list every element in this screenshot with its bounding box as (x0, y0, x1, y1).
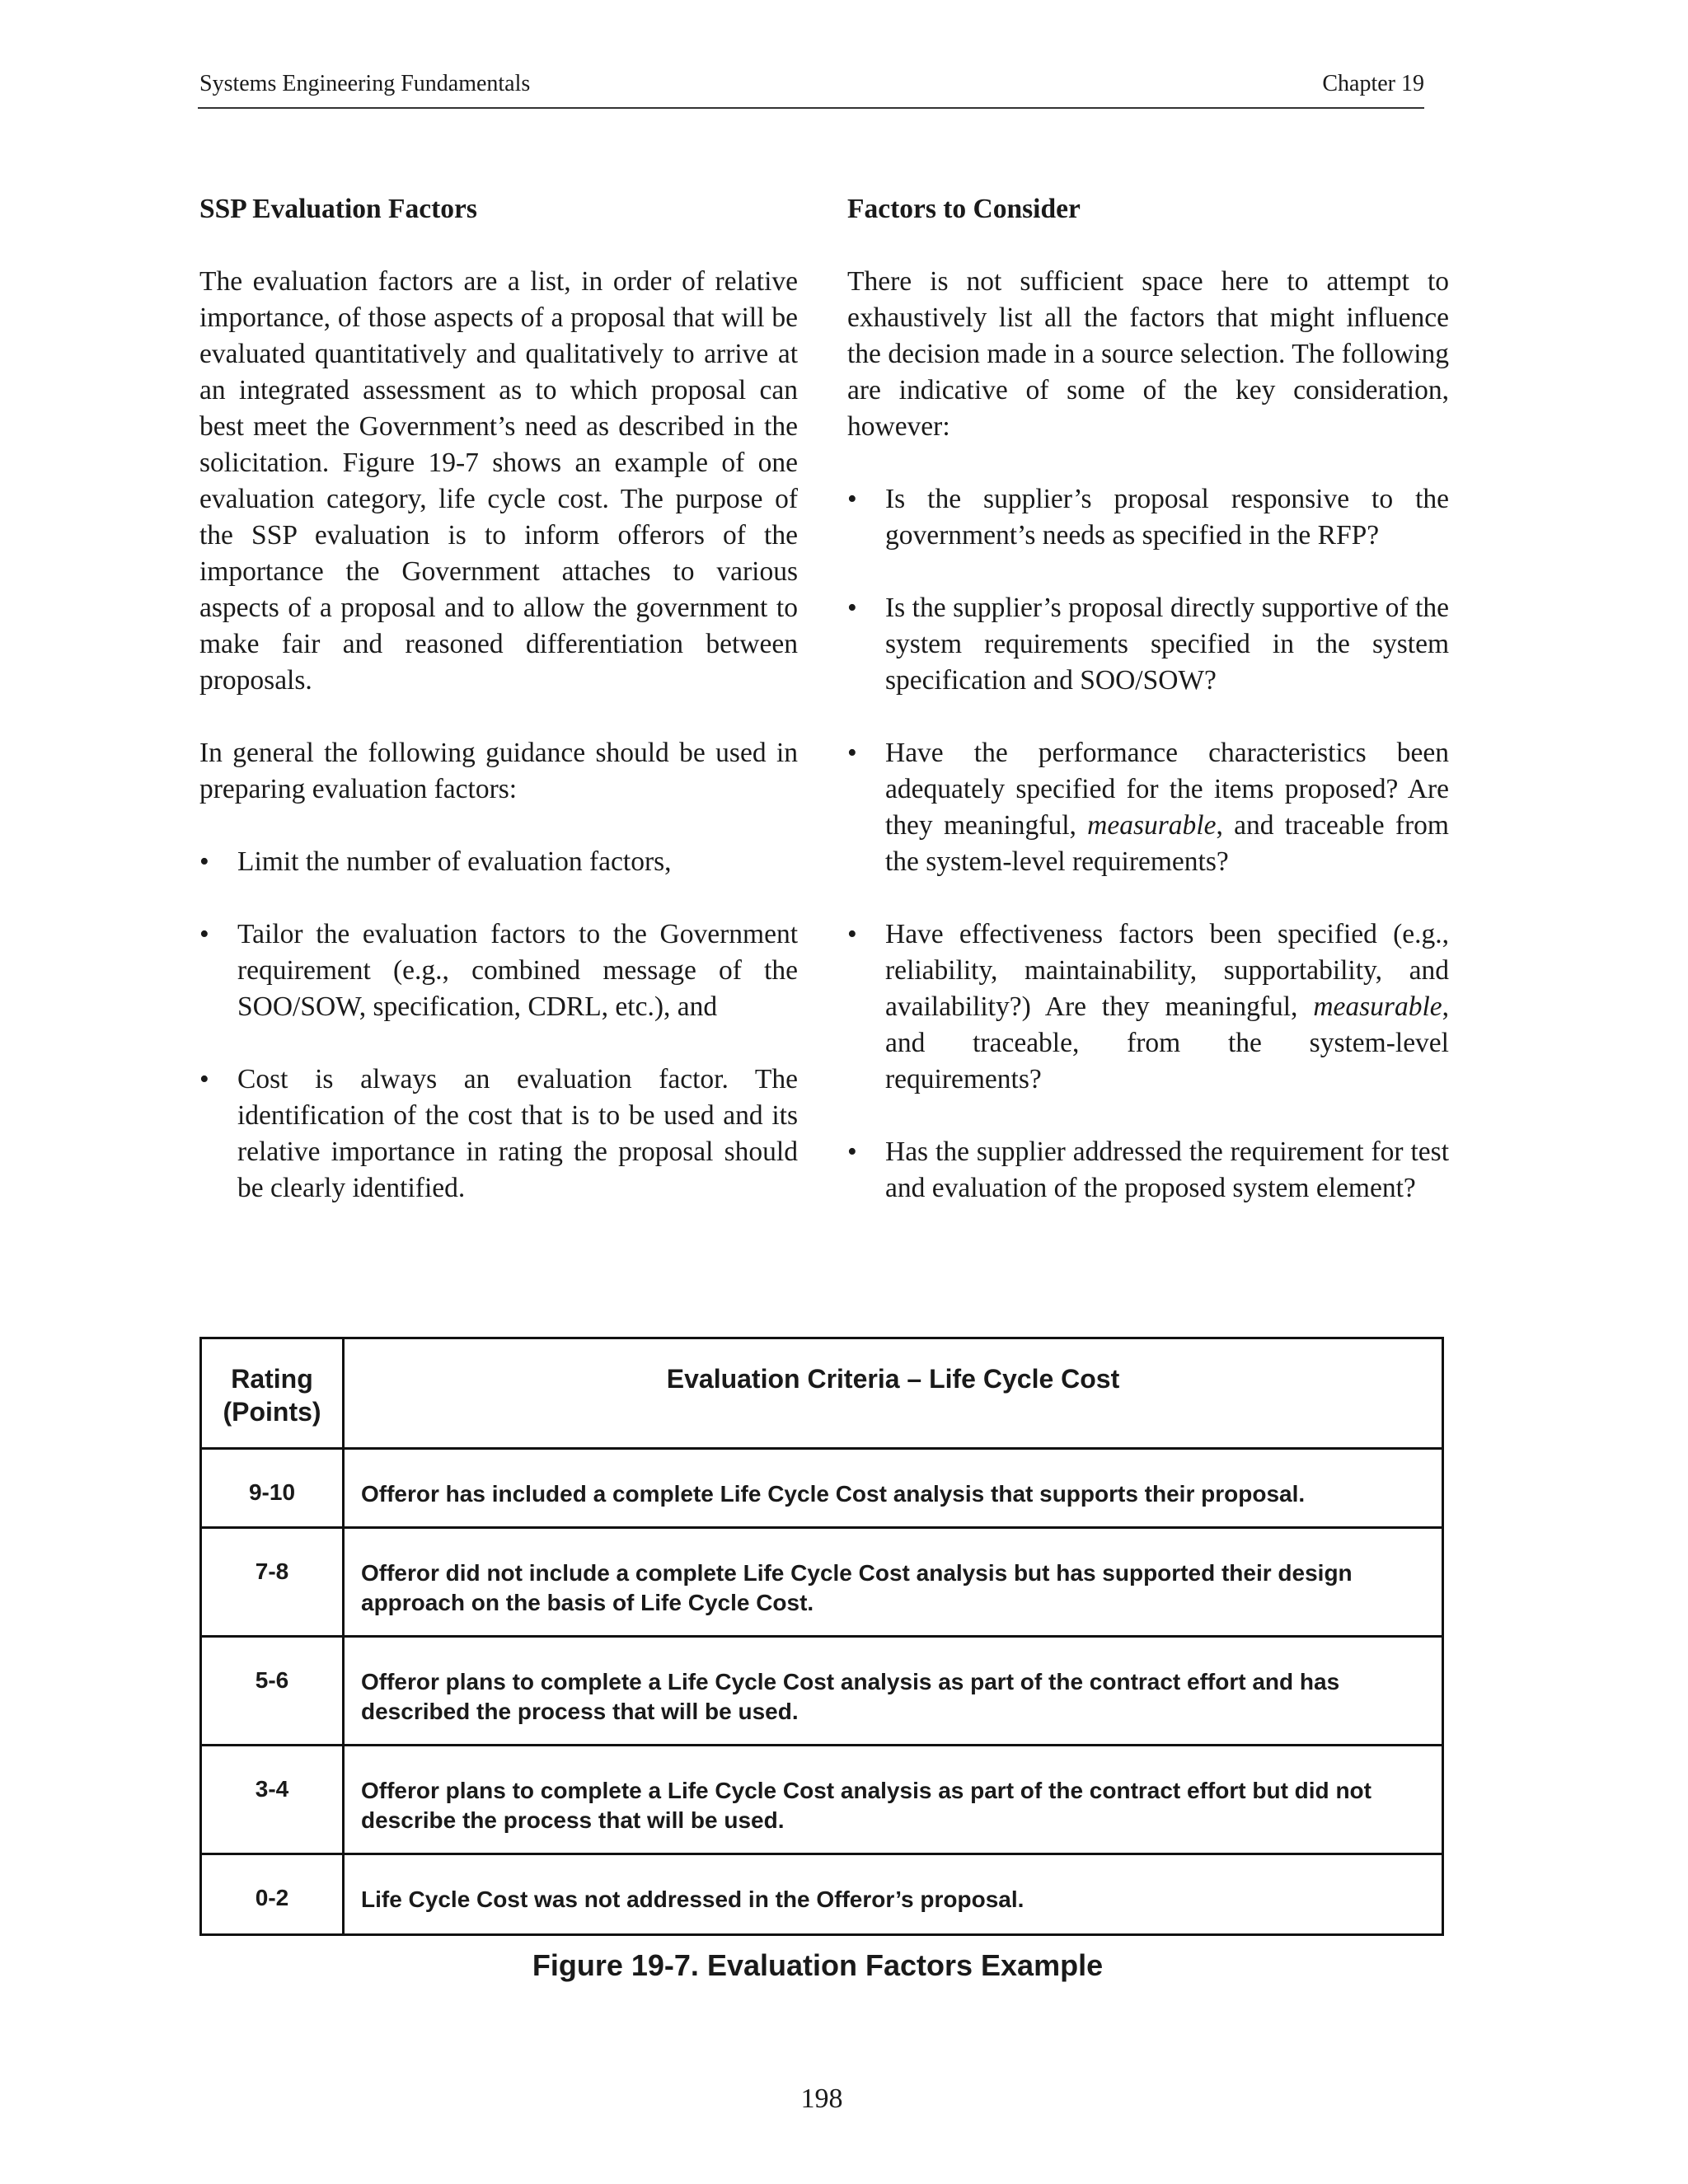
table-row (201, 1746, 1443, 1854)
evaluation-criteria-table (199, 1337, 1444, 1936)
bullet-icon: • (199, 1064, 209, 1094)
table-row (201, 1637, 1443, 1746)
section-heading-factors-to-consider: Factors to Consider (847, 194, 1081, 224)
factors-list (847, 481, 1449, 1207)
chapter-label: Chapter 19 (1322, 71, 1424, 96)
rating-cell: 5-6 (201, 1637, 344, 1746)
rating-cell: 0-2 (201, 1854, 344, 1935)
left-column (199, 191, 798, 1243)
table-row (201, 1449, 1443, 1528)
bullet-icon: • (847, 919, 857, 949)
book-title: Systems Engineering Fundamentals (199, 71, 531, 96)
list-item: • Limit the number of evaluation factors, (199, 844, 798, 880)
bullet-icon: • (847, 738, 857, 768)
paragraph-evaluation-factors: The evaluation factors are a list, in order of relative importance, of those aspects of a proposal that will be evaluated quantitatively and qualitatively to arrive at an integrated assessment as to which proposal can best meet the Government’s need as described in the solicitation. Figure 19-7 shows an example of one evaluation category, life cycle cost. The purpose of the SSP evaluation is to inform offerors of the importance the Government attaches to various aspects of a proposal and to allow the government to make fair and reasoned differentiation between proposals. (199, 266, 798, 696)
criteria-cell: Offeror plans to complete a Life Cycle Cost analysis as part of the contract effort and has described the process that will be used. (344, 1637, 1443, 1746)
list-item: • Have effectiveness factors been specified (e.g., reliability, maintainability, supportability, and availability?) Are they meaningful, measurable, and traceable, from the system-level requirements? (847, 916, 1449, 1098)
table-header-row (201, 1338, 1443, 1449)
criteria-cell: Offeror did not include a complete Life Cycle Cost analysis but has supported their design approach on the basis of Life Cycle Cost. (344, 1528, 1443, 1637)
bullet-icon: • (199, 846, 209, 877)
guidance-list (199, 844, 798, 1207)
running-header (198, 71, 1424, 109)
bullet-icon: • (199, 919, 209, 949)
bullet-icon: • (847, 1137, 857, 1167)
list-item: • Is the supplier’s proposal directly supportive of the system requirements specified in the system specification and SOO/SOW? (847, 590, 1449, 699)
list-item: • Has the supplier addressed the requirement for test and evaluation of the proposed system element? (847, 1134, 1449, 1207)
figure-caption: Figure 19-7. Evaluation Factors Example (532, 1948, 1104, 1982)
paragraph-guidance: In general the following guidance should be used in preparing evaluation factors: (199, 738, 798, 804)
section-heading-ssp-evaluation-factors: SSP Evaluation Factors (199, 194, 477, 224)
criteria-column-header: Evaluation Criteria – Life Cycle Cost (344, 1338, 1443, 1449)
bullet-icon: • (847, 484, 857, 514)
list-item: • Is the supplier’s proposal responsive to the government’s needs as specified in the RFP? (847, 481, 1449, 554)
page-number: 198 (800, 2083, 843, 2114)
list-item: • Tailor the evaluation factors to the Government requirement (e.g., combined message of the SOO/SOW, specification, CDRL, etc.), and (199, 916, 798, 1025)
table-row (201, 1528, 1443, 1637)
criteria-cell: Offeror plans to complete a Life Cycle Cost analysis as part of the contract effort but did not describe the process that will be used. (344, 1746, 1443, 1854)
rating-cell: 7-8 (201, 1528, 344, 1637)
rating-cell: 9-10 (201, 1449, 344, 1528)
paragraph-factors-intro: There is not sufficient space here to attempt to exhaustively list all the factors that might influence the decision made in a source selection. The following are indicative of some of the key consideration, however: (847, 266, 1449, 442)
right-column (847, 191, 1449, 1243)
criteria-cell: Offeror has included a complete Life Cycle Cost analysis that supports their proposal. (344, 1449, 1443, 1528)
list-item: • Cost is always an evaluation factor. The identification of the cost that is to be used and its relative importance in rating the proposal should be clearly identified. (199, 1062, 798, 1207)
table-row (201, 1854, 1443, 1935)
criteria-cell: Life Cycle Cost was not addressed in the Offeror’s proposal. (344, 1854, 1443, 1935)
rating-cell: 3-4 (201, 1746, 344, 1854)
list-item: • Have the performance characteristics been adequately specified for the items proposed? Are they meaningful, measurable, and traceable from the system-level requirements? (847, 735, 1449, 880)
bullet-icon: • (847, 593, 857, 623)
rating-column-header: Rating (Points) (201, 1338, 344, 1449)
